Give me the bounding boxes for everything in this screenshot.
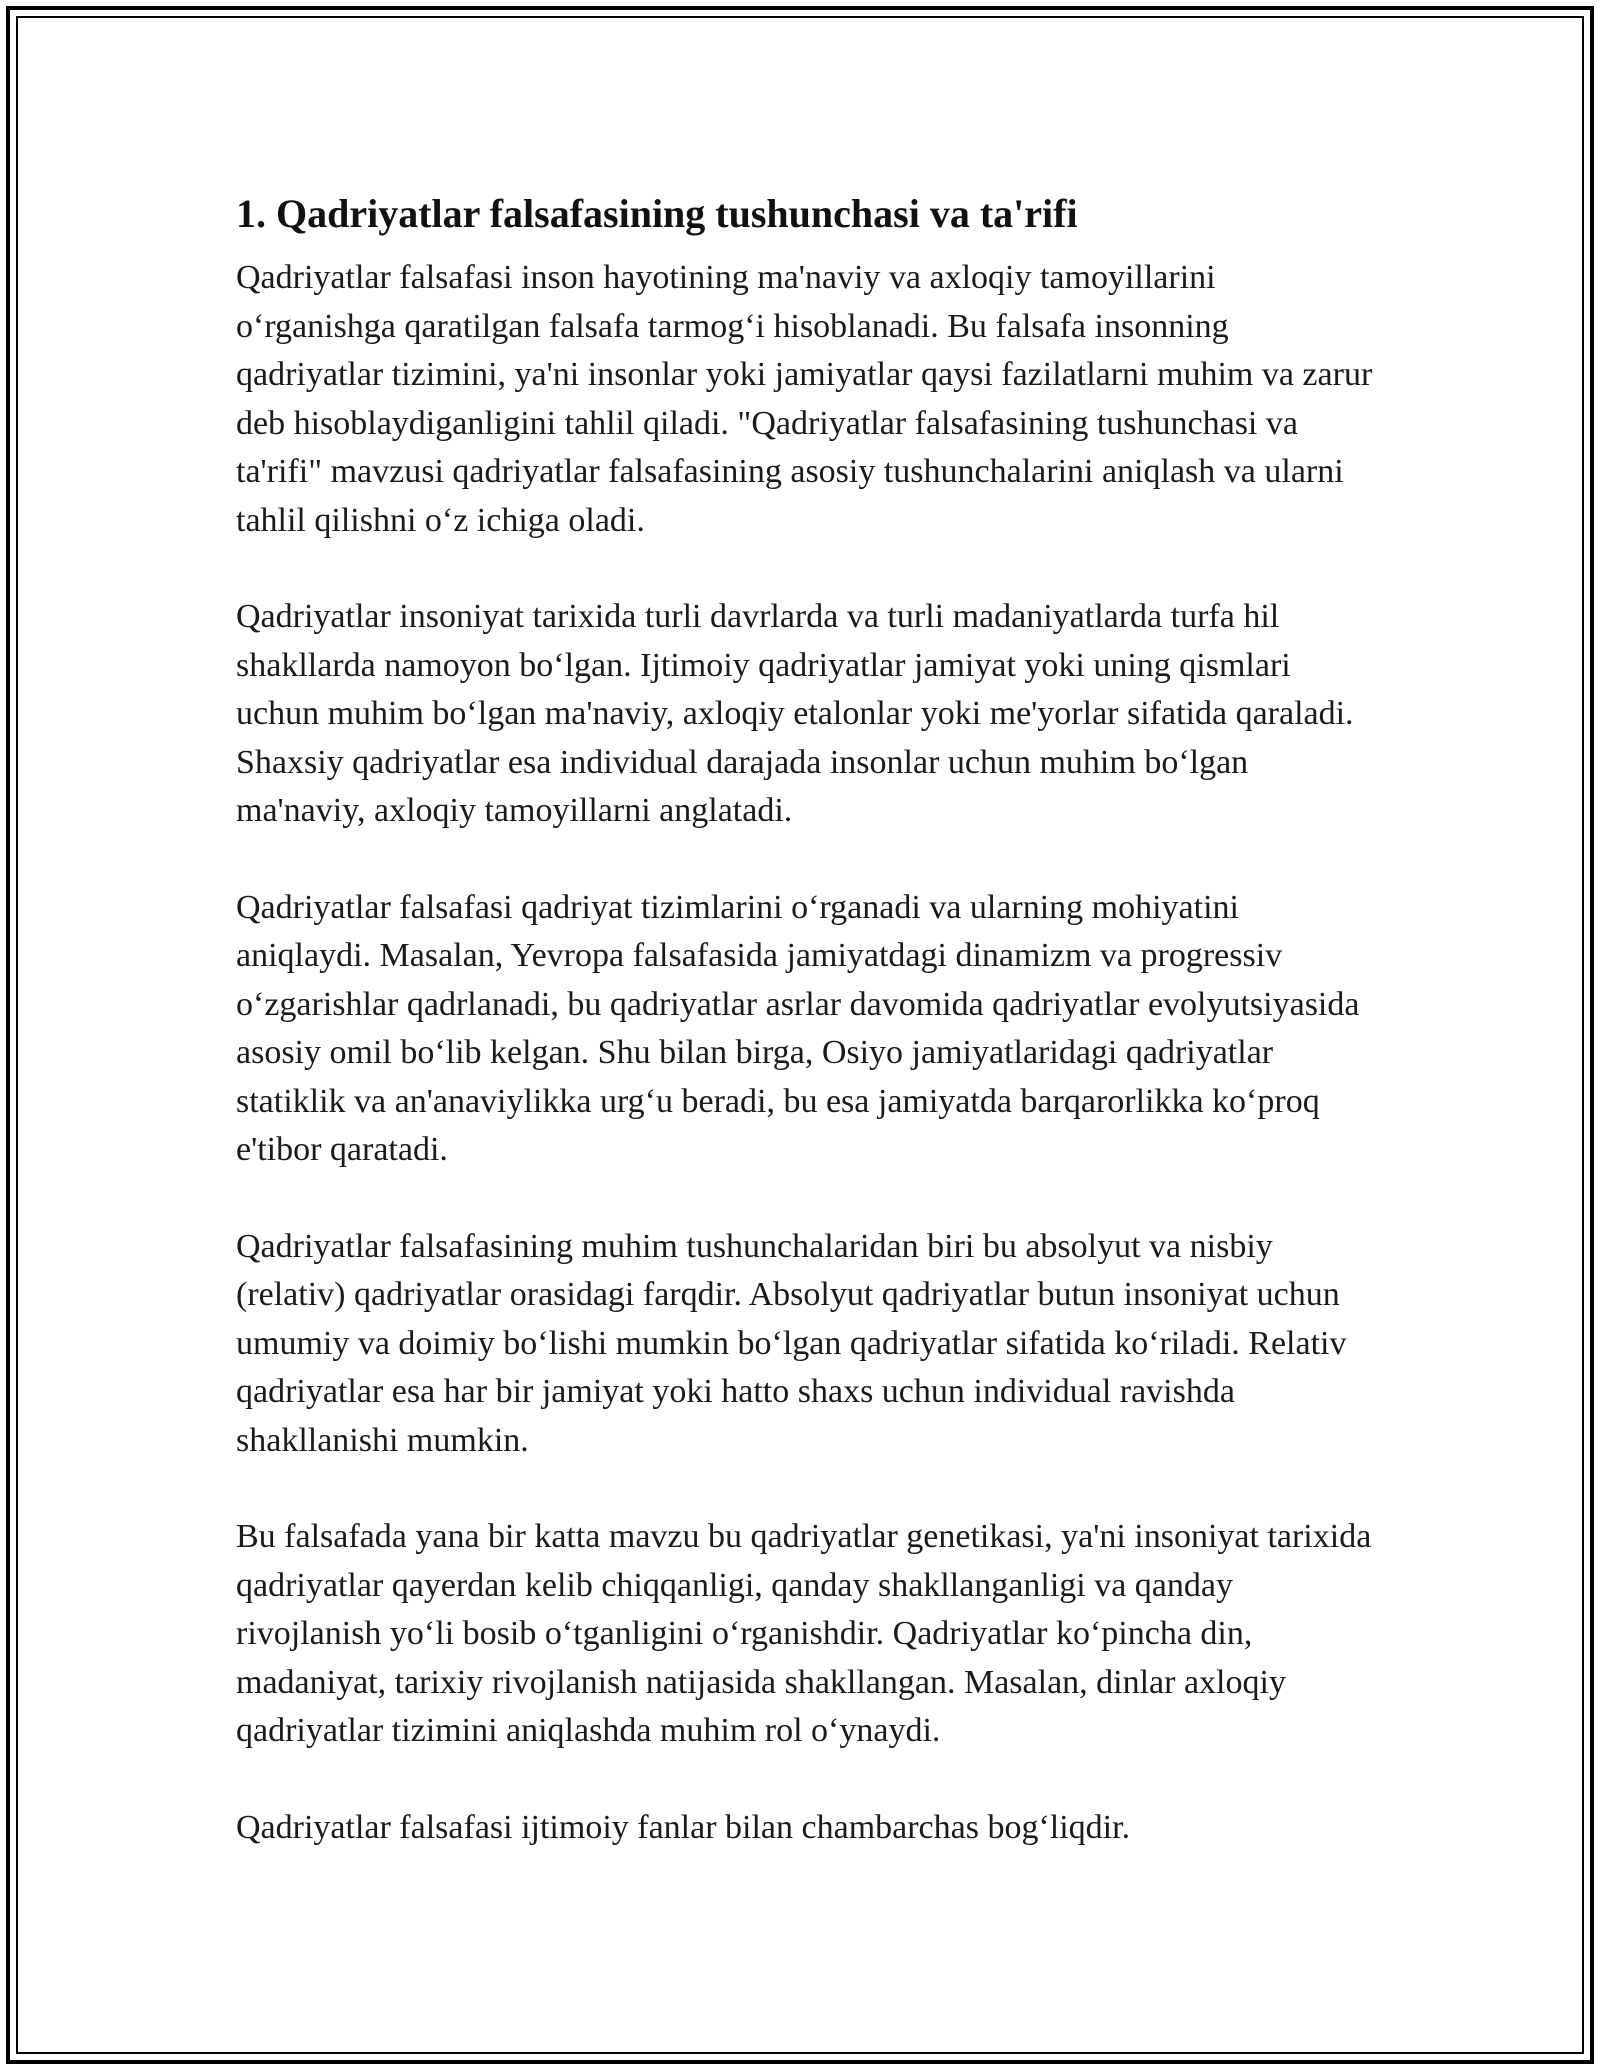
paragraph-1: Qadriyatlar falsafasi inson hayotining ma'naviy va axloqiy tamoyillarini o‘rganishga qaratilgan falsafa tarmog‘i hisoblanadi. Bu falsafa insonning qadriyatlar tizimini, ya'ni insonlar yoki jamiyatlar qaysi fazilatlarni muhim va zarur deb hisoblaydiganligini tahlil qiladi. "Qadriyatlar falsafasining tushunchasi va ta'rifi" mavzusi qadriyatlar falsafasining asosiy tushunchalarini aniqlash va ularni tahlil qilishni o‘z ichiga oladi. xyxy=(236,259,1373,539)
paragraph-4: Qadriyatlar falsafasining muhim tushunchalaridan biri bu absolyut va nisbiy (relativ) qadriyatlar orasidagi farqdir. Absolyut qadriyatlar butun insoniyat uchun umumiy va doimiy bo‘lishi mumkin bo‘lgan qadriyatlar sifatida ko‘riladi. Relativ qadriyatlar esa har bir jamiyat yoki hatto shaxs uchun individual ravishda shakllanishi mumkin. xyxy=(236,1227,1347,1459)
paragraph-5: Bu falsafada yana bir katta mavzu bu qadriyatlar genetikasi, ya'ni insoniyat tarixida qadriyatlar qayerdan kelib chiqqanligi, qanday shakllanganligi va qanday rivojlanish yo‘li bosib o‘tganligini o‘rganishdir. Qadriyatlar ko‘pincha din, madaniyat, tarixiy rivojlanish natijasida shakllangan. Masalan, dinlar axloqiy qadriyatlar tizimini aniqlashda muhim rol o‘ynaydi. xyxy=(236,1518,1372,1749)
document-body xyxy=(236,186,1376,1852)
paragraph-2: Qadriyatlar insoniyat tarixida turli davrlarda va turli madaniyatlarda turfa hil shakllarda namoyon bo‘lgan. Ijtimoiy qadriyatlar jamiyat yoki uning qismlari uchun muhim bo‘lgan ma'naviy, axloqiy etalonlar yoki me'yorlar sifatida qaraladi. Shaxsiy qadriyatlar esa individual darajada insonlar uchun muhim bo‘lgan ma'naviy, axloqiy tamoyillarni anglatadi. xyxy=(236,598,1354,829)
section-heading: 1. Qadriyatlar falsafasining tushunchasi va ta'rifi xyxy=(236,191,1078,236)
paragraph-3: Qadriyatlar falsafasi qadriyat tizimlarini o‘rganadi va ularning mohiyatini aniqlaydi. Masalan, Yevropa falsafasida jamiyatdagi dinamizm va progressiv o‘zgarishlar qadrlanadi, bu qadriyatlar asrlar davomida qadriyatlar evolyutsiyasida asosiy omil bo‘lib kelgan. Shu bilan birga, Osiyo jamiyatlaridagi qadriyatlar statiklik va an'anaviylikka urg‘u beradi, bu esa jamiyatda barqarorlikka ko‘proq e'tibor qaratadi. xyxy=(236,888,1360,1168)
paragraph-6: Qadriyatlar falsafasi ijtimoiy fanlar bilan chambarchas bog‘liqdir. xyxy=(236,1808,1131,1846)
